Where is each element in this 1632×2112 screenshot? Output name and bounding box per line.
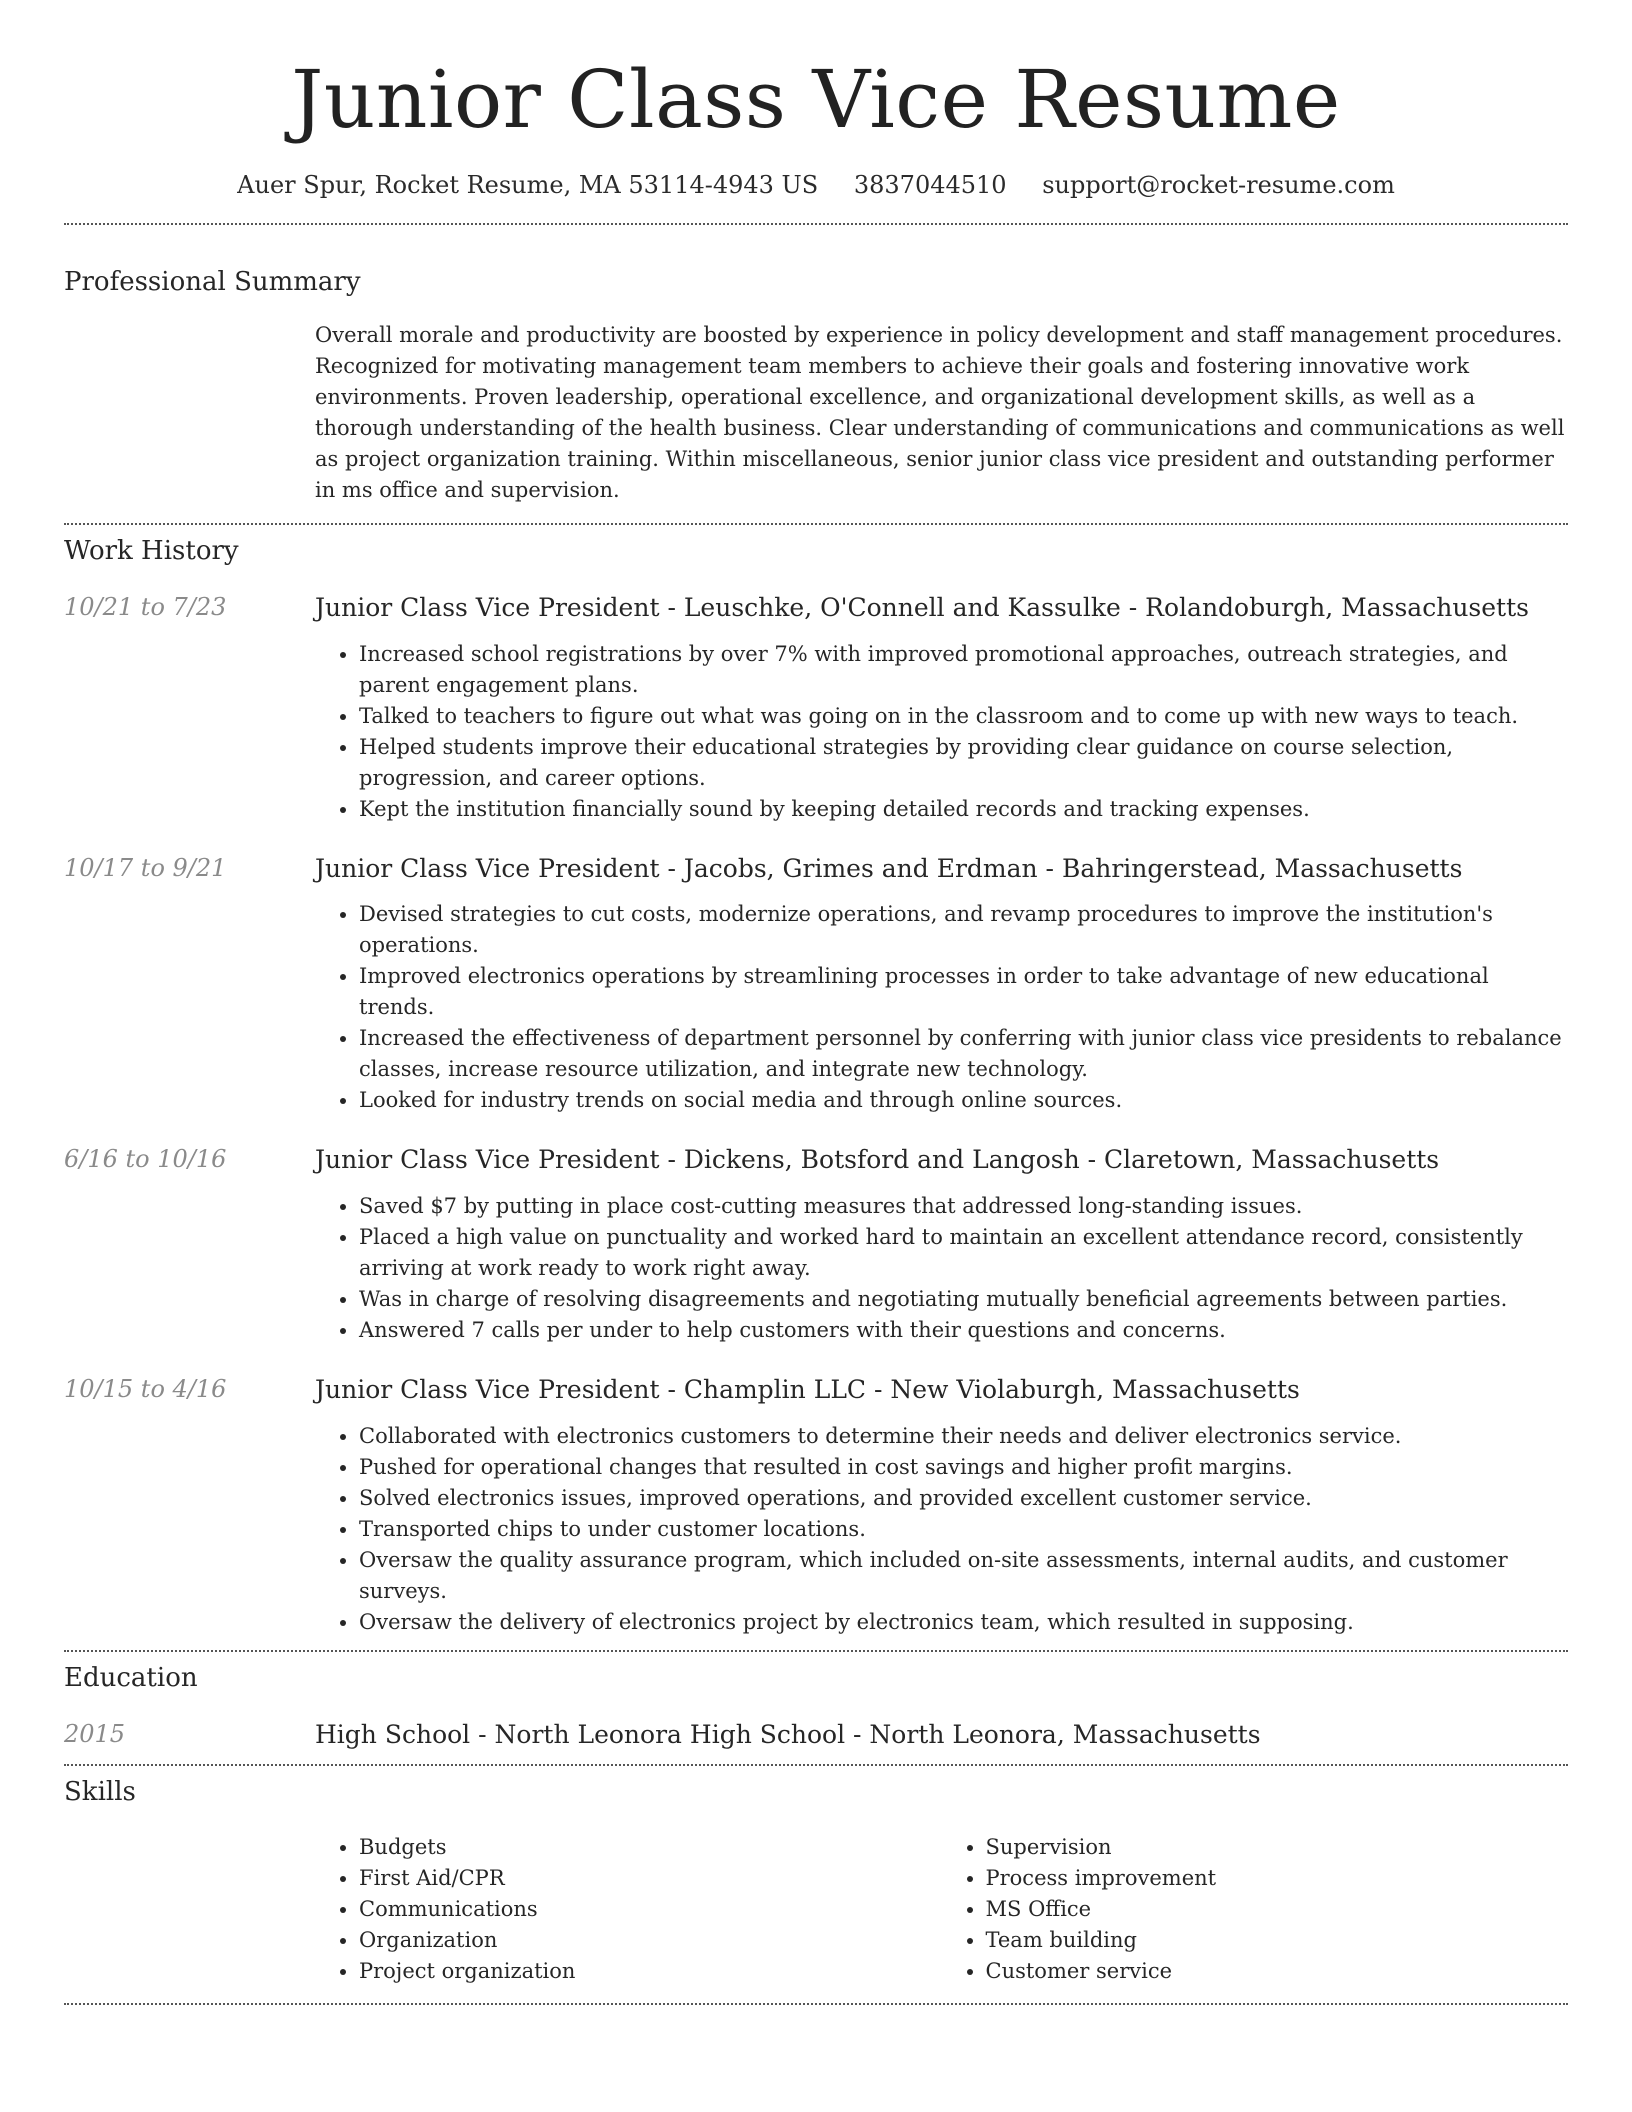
education-section-title: Education (64, 1662, 198, 1693)
skills-list-right (942, 1832, 1569, 1987)
skills-grid (315, 1832, 1568, 1987)
job-bullet: • Increased the effectiveness of department personnel by conferring with junior class vice presidents to rebalance classes, increase resource utilization, and integrate new technology. (359, 1023, 1568, 1085)
job-entry (64, 1373, 1568, 1638)
skill-item: • Team building (986, 1925, 1569, 1956)
contact-line (64, 170, 1568, 201)
job-bullet: • Solved electronics issues, improved operations, and provided excellent customer service. (359, 1483, 1568, 1514)
job-bullet: • Devised strategies to cut costs, modernize operations, and revamp procedures to improve the institution's operations. (359, 899, 1568, 961)
header-divider (64, 223, 1568, 225)
job-bullet: • Looked for industry trends on social media and through online sources. (359, 1085, 1568, 1116)
job-bullet: • Pushed for operational changes that resulted in cost savings and higher profit margins. (359, 1452, 1568, 1483)
skills-section-title: Skills (64, 1777, 136, 1808)
resume-name: Junior Class Vice Resume (291, 53, 1341, 146)
work-history-section (64, 535, 1568, 1638)
job-dates: 10/17 to 9/21 (64, 853, 227, 882)
education-entry (64, 1718, 1568, 1752)
summary-section (64, 266, 1568, 506)
job-dates: 6/16 to 10/16 (64, 1145, 227, 1174)
job-title: Junior Class Vice President - Dickens, Botsford and Langosh - Claretown, Massachusetts (315, 1145, 1440, 1175)
job-bullets (315, 899, 1568, 1116)
skills-section (64, 1776, 1568, 1987)
job-bullet: • Helped students improve their educational strategies by providing clear guidance on course selection, progression, and career options. (359, 732, 1568, 794)
job-bullet: • Collaborated with electronics customers to determine their needs and deliver electronics service. (359, 1421, 1568, 1452)
job-bullet: • Oversaw the quality assurance program, which included on-site assessments, internal audits, and customer surveys. (359, 1545, 1568, 1607)
job-bullet: • Increased school registrations by over 7% with improved promotional approaches, outreach strategies, and parent engagement plans. (359, 639, 1568, 701)
skill-item: • First Aid/CPR (359, 1863, 942, 1894)
summary-text: Overall morale and productivity are boosted by experience in policy development and staff management procedures. Recognized for motivating management team members to achieve their goals and fostering innovative work environments. Proven leadership, operational excellence, and organizational development skills, as well as a thorough understanding of the health business. Clear understanding of communications and communications as well as project organization training. Within miscellaneous, senior junior class vice president and outstanding performer in ms office and supervision. (315, 322, 1565, 502)
job-title: Junior Class Vice President - Leuschke, O'Connell and Kassulke - Rolandoburgh, Massachusetts (315, 592, 1529, 622)
work-divider (64, 1650, 1568, 1652)
skill-item: • Communications (359, 1894, 942, 1925)
job-entry (64, 591, 1568, 825)
job-entry (64, 852, 1568, 1117)
skill-item: • Supervision (986, 1832, 1569, 1863)
work-history-section-title: Work History (64, 535, 239, 566)
job-bullet: • Kept the institution financially sound by keeping detailed records and tracking expenses. (359, 794, 1568, 825)
job-bullets (315, 639, 1568, 825)
job-bullets (315, 1191, 1568, 1346)
skill-item: • MS Office (986, 1894, 1569, 1925)
job-bullet: • Was in charge of resolving disagreements and negotiating mutually beneficial agreements between parties. (359, 1284, 1568, 1315)
education-title: High School - North Leonora High School - North Leonora, Massachusetts (315, 1719, 1261, 1749)
job-dates: 10/15 to 4/16 (64, 1375, 227, 1404)
job-bullet: • Talked to teachers to figure out what was going on in the classroom and to come up with new ways to teach. (359, 701, 1568, 732)
job-entry (64, 1143, 1568, 1346)
job-bullet: • Saved $7 by putting in place cost-cutting measures that addressed long-standing issues. (359, 1191, 1568, 1222)
skill-item: • Budgets (359, 1832, 942, 1863)
skill-item: • Project organization (359, 1956, 942, 1987)
contact-phone: 3837044510 (853, 171, 1007, 199)
education-section (64, 1662, 1568, 1752)
contact-address: Auer Spur, Rocket Resume, MA 53114-4943 US (237, 171, 819, 199)
skills-divider (64, 2003, 1568, 2005)
skills-list-left (315, 1832, 942, 1987)
job-bullet: • Answered 7 calls per under to help customers with their questions and concerns. (359, 1315, 1568, 1346)
job-bullet: • Oversaw the delivery of electronics project by electronics team, which resulted in supposing. (359, 1607, 1568, 1638)
summary-section-title: Professional Summary (64, 267, 361, 298)
job-bullets (315, 1421, 1568, 1638)
job-bullet: • Improved electronics operations by streamlining processes in order to take advantage of new educational trends. (359, 961, 1568, 1023)
job-title: Junior Class Vice President - Champlin LLC - New Violaburgh, Massachusetts (315, 1375, 1300, 1405)
contact-email: support@rocket-resume.com (1042, 171, 1395, 199)
skill-item: • Customer service (986, 1956, 1569, 1987)
resume-header (64, 0, 1568, 201)
education-date: 2015 (64, 1719, 126, 1748)
skill-item: • Process improvement (986, 1863, 1569, 1894)
summary-divider (64, 523, 1568, 525)
job-bullet: • Transported chips to under customer locations. (359, 1514, 1568, 1545)
job-bullet: • Placed a high value on punctuality and worked hard to maintain an excellent attendance record, consistently arriving at work ready to work right away. (359, 1222, 1568, 1284)
education-divider (64, 1764, 1568, 1766)
job-dates: 10/21 to 7/23 (64, 592, 227, 621)
skill-item: • Organization (359, 1925, 942, 1956)
job-title: Junior Class Vice President - Jacobs, Grimes and Erdman - Bahringerstead, Massachusetts (315, 853, 1463, 883)
